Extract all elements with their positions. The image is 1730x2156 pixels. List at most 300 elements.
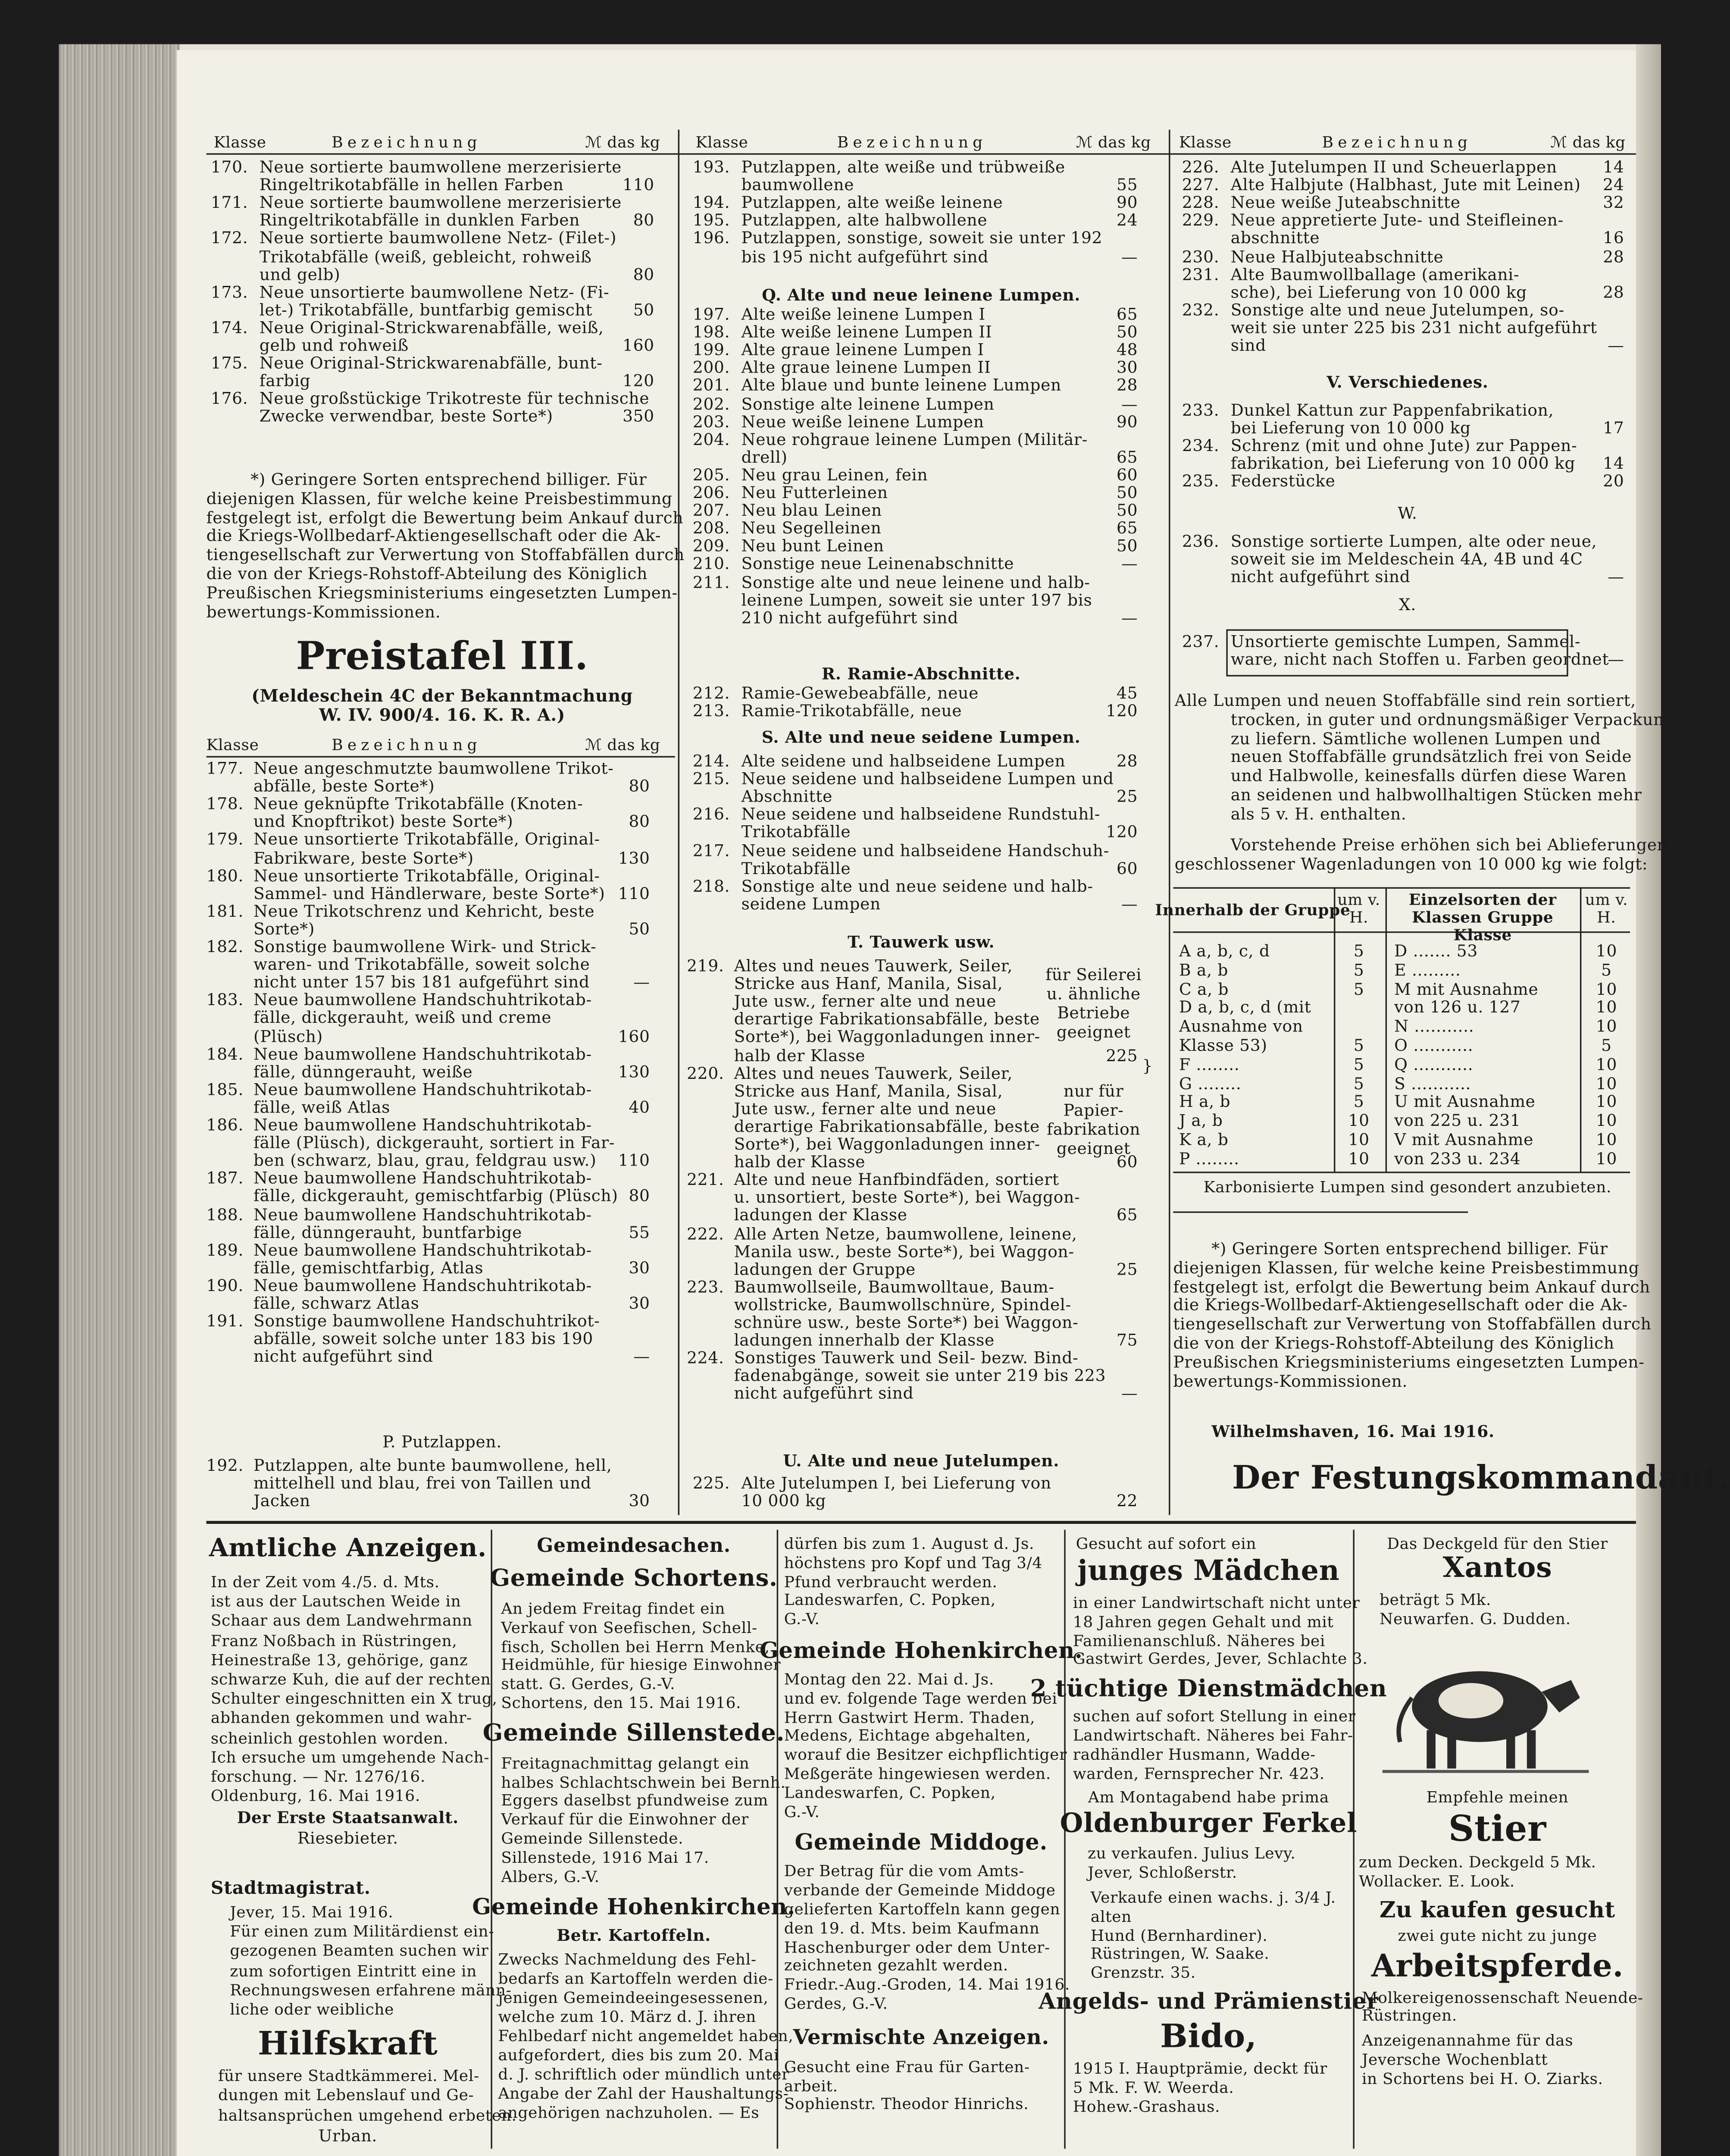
ad-dienstmaedchen-line: radhändler Husmann, Wadde- — [1073, 1746, 1316, 1764]
col2-item-price: 65 — [1117, 448, 1138, 467]
col1-item-description: Fabrikware, beste Sorte*) — [253, 848, 474, 868]
col1-item-number: 170. — [210, 157, 248, 177]
col2-item-price: 25 — [1117, 787, 1138, 807]
col2-item-description: Neue seidene und halbseidene Lumpen und — [741, 769, 1114, 789]
col3-item-number: 230. — [1182, 247, 1220, 266]
col1-item-description: fälle, dünngerauht, buntfarbige — [253, 1222, 522, 1242]
col2-item-number: 205. — [692, 465, 730, 485]
ad-col3top-line: dürfen bis zum 1. August d. Js. — [784, 1536, 1035, 1554]
col3-item-description: bei Lieferung von 10 000 kg — [1230, 418, 1471, 438]
col1-item-description: Neue baumwollene Handschuhtrikotab- — [253, 1240, 592, 1260]
col3-item-number: 232. — [1182, 300, 1220, 320]
col3-para1-line: trocken, in guter und ordnungsmäßiger Verpackung — [1230, 710, 1675, 730]
col1-item-description: Neue sortierte baumwollene merzerisierte — [259, 193, 622, 213]
section-v: V. Verschiedenes. — [1326, 373, 1489, 392]
col1-item-description: Neue Original-Strickwarenabfälle, weiß, — [259, 318, 604, 338]
col2-item-description: Neu blau Leinen — [741, 501, 882, 520]
col2-item-description: Alte Jutelumpen I, bei Lieferung von — [741, 1473, 1051, 1493]
note-220-line: nur für — [1064, 1081, 1124, 1101]
col3-item-number: 228. — [1182, 193, 1220, 213]
col2-header-einheit: ℳ das kg — [1076, 134, 1151, 152]
ad-amtliche-sign: Der Erste Staatsanwalt. — [237, 1808, 459, 1828]
ad-maedchen-line: Familienanschluß. Näheres bei — [1073, 1632, 1326, 1650]
col3-item-description: Sonstige alte und neue Jutelumpen, so- — [1230, 300, 1564, 320]
col2-item-description: fadenabgänge, soweit sie unter 219 bis 223 — [734, 1366, 1106, 1386]
col1-item-description: abfälle, soweit solche unter 183 bis 190 — [253, 1329, 594, 1349]
col2-item-description: bis 195 nicht aufgeführt sind — [741, 247, 989, 266]
col3-item-description: Schrenz (mit und ohne Jute) zur Pappen- — [1230, 436, 1577, 456]
col1-item-description: fälle (Plüsch), dickgerauht, sortiert in Far- — [253, 1133, 615, 1153]
col1-item-number: 174. — [210, 318, 248, 338]
col1-item-price: 50 — [633, 300, 654, 320]
col2-item-price: 225 — [1106, 1045, 1138, 1065]
col1-item-price: 30 — [629, 1294, 650, 1313]
col1-footnote-line: die Kriegs-Wollbedarf-Aktiengesellschaft oder die Ak- — [206, 526, 661, 546]
col1-item-description: Zwecke verwendbar, beste Sorte*) — [259, 407, 553, 427]
ad-schortens-line: Verkauf von Seefischen, Schell- — [501, 1619, 757, 1637]
ad-arbeitspferde-t1: Zu kaufen gesucht — [1380, 1896, 1615, 1923]
col2-item-description: Altes und neues Tauwerk, Seiler, — [734, 1063, 1013, 1083]
col2-item-description: Neue weiße leinene Lumpen — [741, 412, 984, 432]
col2-item-number: 201. — [692, 376, 730, 396]
col3-item-price: — — [1608, 567, 1624, 587]
ad-hohenkirchen2-title: Gemeinde Hohenkirchen. — [759, 1637, 1083, 1664]
table-cell-einzelsorte: E ......... — [1394, 960, 1461, 980]
col2-item-description: u. unsortiert, beste Sorte*), bei Waggon- — [734, 1188, 1080, 1208]
ads-separator-rule — [206, 1521, 1636, 1524]
table-cell-um1: 5 — [1353, 1074, 1364, 1093]
ad-bido-line: 1915 I. Hauptprämie, deckt für — [1073, 2060, 1328, 2078]
col2-item-number: 216. — [692, 805, 730, 824]
ad-xantos-big: Xantos — [1442, 1551, 1552, 1585]
col3-item-number: 227. — [1182, 175, 1220, 195]
col2-item-description: Jute usw., ferner alte und neue — [734, 992, 997, 1012]
col2-item-description: Stricke aus Hanf, Manila, Sisal, — [734, 1081, 1003, 1101]
ad-stier-big: Stier — [1448, 1807, 1547, 1850]
col1-item-description: let-) Trikotabfälle, buntfarbig gemischt — [259, 300, 593, 320]
ad-hund-line: Verkaufe einen wachs. j. 3/4 J. — [1090, 1889, 1336, 1907]
col3-item-description: ware, nicht nach Stoffen u. Farben geordnet — [1230, 650, 1609, 670]
col2-item-description: Sonstige alte und neue leinene und halb- — [741, 572, 1090, 592]
col3-header-bezeichnung: Bezeichnung — [1322, 134, 1472, 152]
col1-header2-klasse: Klasse — [206, 736, 259, 755]
col1-item-description: Neue Original-Strickwarenabfälle, bunt- — [259, 354, 603, 373]
ad-xantos-line: Neuwarfen. G. Dudden. — [1379, 1610, 1571, 1628]
col1-item-description: Neue baumwollene Handschuhtrikotab- — [253, 1044, 592, 1064]
col1-header-klasse: Klasse — [213, 134, 266, 152]
col1-item-number: 178. — [206, 794, 244, 814]
ad-schortens-title: Gemeinde Schortens. — [490, 1564, 778, 1592]
col3-footnote-line: die Kriegs-Wollbedarf-Aktiengesellschaft oder die Ak- — [1173, 1296, 1628, 1316]
col1-item-description: Neue baumwollene Handschuhtrikotab- — [253, 990, 592, 1010]
col3-item-description: Sonstige sortierte Lumpen, alte oder neue, — [1230, 532, 1597, 552]
ad-stadtmagistrat-line: dungen mit Lebenslauf und Ge- — [218, 2087, 474, 2105]
col2-item-description: Stricke aus Hanf, Manila, Sisal, — [734, 974, 1003, 993]
col1-item-number: 181. — [206, 901, 244, 921]
brace-mark-219: } — [1142, 1056, 1153, 1076]
col1-item-description: und gelb) — [259, 264, 341, 284]
table-cell-um2: 10 — [1595, 1130, 1617, 1150]
section-q: Q. Alte und neue leinene Lumpen. — [762, 286, 1081, 305]
col2-item-description: Abschnitte — [741, 787, 833, 807]
col1-item-price: 80 — [629, 1187, 650, 1206]
col1-item-description: Sammel- und Händlerware, beste Sorte*) — [253, 884, 605, 903]
ad-annahme-line: Jeversche Wochenblatt — [1361, 2051, 1548, 2069]
ad-hohenkirchen1-line: Zwecks Nachmeldung des Fehl- — [498, 1952, 757, 1970]
col2-item-description: Ramie-Gewebeabfälle, neue — [741, 683, 979, 703]
table-cell-gruppe: C a, b — [1179, 979, 1229, 999]
ad-amtliche-line: Franz Noßbach in Rüstringen, — [210, 1632, 457, 1650]
ad-ferkel-top: Am Montagabend habe prima — [1088, 1789, 1329, 1808]
table-cell-einzelsorte: Q ........... — [1394, 1055, 1473, 1074]
header-rule — [206, 153, 1636, 154]
col3-item-number: 231. — [1182, 264, 1220, 284]
table-cell-gruppe: Ausnahme von — [1179, 1017, 1303, 1037]
col2-item-description: Alte graue leinene Lumpen II — [741, 358, 991, 378]
table-bottom-rule — [1173, 1172, 1630, 1173]
col2-item-description: Alte seidene und halbseidene Lumpen — [741, 752, 1066, 771]
ad-amtliche-line: In der Zeit vom 4./5. d. Mts. — [210, 1574, 440, 1592]
col2-item-number: 194. — [692, 193, 730, 213]
col2-item-description: Alte weiße leinene Lumpen II — [741, 323, 992, 342]
col2-item-number: 214. — [692, 752, 730, 771]
col1-item-description: Sorte*) — [253, 919, 315, 939]
col3-item-price: 28 — [1603, 247, 1624, 266]
table-cell-um2: 10 — [1595, 941, 1617, 961]
ad-bido-big1: Angelds- und Prämienstier — [1039, 1988, 1379, 2015]
col3-item-description: Alte Halbjute (Halbhast, Jute mit Leinen) — [1230, 175, 1581, 195]
col2-item-description: Sonstige alte leinene Lumpen — [741, 394, 995, 414]
meldeschein-line-1: (Meldeschein 4C der Bekanntmachung — [251, 685, 633, 706]
col1-item-description: farbig — [259, 371, 311, 391]
col2-item-price: 22 — [1117, 1492, 1138, 1511]
col2-item-description: Putzlappen, alte weiße leinene — [741, 193, 1003, 213]
ad-sillenstede-title: Gemeinde Sillenstede. — [482, 1718, 785, 1746]
cow-illustration — [1383, 1639, 1589, 1780]
table-cell-um1: 10 — [1348, 1130, 1370, 1150]
col3-item-description: nicht aufgeführt sind — [1230, 567, 1411, 587]
ad-stier-top: Empfehle meinen — [1426, 1789, 1569, 1807]
ad-vermischte-line: Sophienstr. Theodor Hinrichs. — [784, 2096, 1029, 2114]
col3-item-description: abschnitte — [1230, 229, 1320, 248]
ad-arbeitspferde-line: Rüstringen. — [1361, 2008, 1458, 2026]
col1-item-description: Neue angeschmutzte baumwollene Trikot- — [253, 759, 614, 778]
col1-item-description: (Plüsch) — [253, 1026, 323, 1046]
col1-item-description: waren- und Trikotabfälle, soweit solche — [253, 955, 590, 975]
col1-item-number: 179. — [206, 830, 244, 849]
col1-item-number: 180. — [206, 866, 244, 885]
col2-item-number: 215. — [692, 769, 730, 789]
col3-footnote-line: *) Geringere Sorten entsprechend billiger. Für — [1211, 1239, 1608, 1259]
col3-header-klasse: Klasse — [1179, 134, 1232, 152]
ad-hohenkirchen2-line: und ev. folgende Tage werden bei — [784, 1690, 1057, 1708]
note-219-line: u. ähnliche — [1046, 984, 1141, 1004]
col1-item-description: nicht aufgeführt sind — [253, 1347, 433, 1367]
ad-bido-line: Hohew.-Grashaus. — [1073, 2098, 1220, 2116]
col1-item-number: 185. — [206, 1080, 244, 1099]
col2-item-description: Putzlappen, sonstige, soweit sie unter 192 — [741, 229, 1103, 248]
col2-item-number: 208. — [692, 519, 730, 539]
ad-amtliche-line: schwarze Kuh, die auf der rechten — [210, 1671, 491, 1689]
ad-col3top-line: Pfund verbraucht werden. — [784, 1573, 998, 1591]
col1-header-bezeichnung: Bezeichnung — [332, 134, 482, 152]
col2-item-number: 225. — [692, 1473, 730, 1493]
ad-middoge-line: den 19. d. Mts. beim Kaufmann — [784, 1920, 1040, 1938]
signature-festungskommandant: Der Festungskommandant. — [1232, 1459, 1730, 1498]
col3-item-description: weit sie unter 225 bis 231 nicht aufgeführt — [1230, 318, 1597, 338]
ad-vermischte-line: Gesucht eine Frau für Garten- — [784, 2058, 1030, 2076]
col2-item-description: derartige Fabrikationsabfälle, beste — [734, 1117, 1040, 1136]
ad-hund-line: Hund (Bernhardiner). — [1090, 1927, 1268, 1945]
col3-item-description: sind — [1230, 336, 1267, 355]
ad-amtliche-line: Heinestraße 13, gehörige, ganz — [210, 1651, 468, 1670]
note-219-line: für Seilerei — [1045, 965, 1142, 985]
col3-item-description: Neue Halbjuteabschnitte — [1230, 247, 1444, 266]
table-cell-um2: 10 — [1595, 1074, 1617, 1093]
col2-item-number: 212. — [692, 683, 730, 703]
col1-footnote-line: Preußischen Kriegsministeriums eingesetzten Lumpen- — [206, 583, 678, 603]
col3-item-description: Federstücke — [1230, 472, 1336, 492]
ad-sillenstede-line: Eggers daselbst pfundweise zum — [501, 1792, 769, 1811]
col1-item-description: Sonstige baumwollene Handschuhtrikot- — [253, 1312, 600, 1331]
col1-item-description: fälle, dünngerauht, weiße — [253, 1062, 473, 1081]
col3-footnote-line: diejenigen Klassen, für welche keine Preisbestimmung — [1173, 1258, 1639, 1278]
ad-vermischte-line: arbeit. — [784, 2077, 838, 2095]
col1-item-price: — — [633, 973, 650, 992]
col2-item-price: 65 — [1117, 305, 1138, 324]
ad-middoge-line: verbande der Gemeinde Middoge — [784, 1882, 1056, 1900]
table-cell-um2: 10 — [1595, 1017, 1617, 1037]
ad-hund-line: alten — [1090, 1908, 1132, 1926]
ad-schortens-line: fisch, Schollen bei Herrn Menke, — [501, 1638, 770, 1656]
col3-item-number: 226. — [1182, 157, 1220, 177]
ad-hohenkirchen1-line: Fehlbedarf nicht angemeldet haben, — [498, 2028, 794, 2046]
col2-item-price: — — [1121, 247, 1138, 266]
col1-footnote-line: die von der Kriegs-Rohstoff-Abteilung des Königlich — [206, 564, 648, 584]
table-cell-gruppe: H a, b — [1179, 1092, 1231, 1112]
table-cell-um2: 10 — [1595, 1055, 1617, 1074]
col2-item-description: Alte blaue und bunte leinene Lumpen — [741, 376, 1062, 396]
ad-annahme-line: Anzeigenannahme für das — [1361, 2032, 1574, 2050]
col2-item-price: 50 — [1117, 501, 1138, 520]
ad-hohenkirchen2-line: G.-V. — [784, 1803, 820, 1821]
col2-item-description: nicht aufgeführt sind — [734, 1384, 914, 1404]
section-x: X. — [1398, 595, 1417, 615]
col1-item-price: 80 — [633, 211, 654, 231]
col2-item-number: 217. — [692, 840, 730, 860]
dateline: Wilhelmshaven, 16. Mai 1916. — [1211, 1422, 1495, 1442]
table-cell-einzelsorte: von 126 u. 127 — [1394, 998, 1521, 1018]
col2-item-number: 206. — [692, 483, 730, 503]
section-s: S. Alte und neue seidene Lumpen. — [761, 728, 1081, 747]
col2-item-description: Alte weiße leinene Lumpen I — [741, 305, 985, 324]
table-cell-gruppe: D a, b, c, d (mit — [1179, 998, 1311, 1018]
col1-footnote-line: tiengesellschaft zur Verwertung von Stoffabfällen durch — [206, 545, 685, 565]
col1-item-description: Jacken — [253, 1492, 310, 1511]
col1-item-description: fälle, schwarz Atlas — [253, 1294, 419, 1313]
ad-hohenkirchen2-line: Herrn Gastwirt Herm. Thaden, — [784, 1709, 1035, 1727]
col2-item-description: Neu bunt Leinen — [741, 537, 884, 556]
ad-middoge-line: Friedr.-Aug.-Groden, 14. Mai 1916. — [784, 1976, 1070, 1994]
col1-header2-rule — [206, 756, 675, 757]
table-cell-um1: 5 — [1353, 1036, 1364, 1056]
col2-item-description: Alte graue leinene Lumpen I — [741, 341, 985, 360]
col1-header2-einheit: ℳ das kg — [585, 736, 660, 755]
table-col-rule-1 — [1334, 887, 1335, 1172]
col2-item-price: 50 — [1117, 323, 1138, 342]
table-cell-einzelsorte: von 225 u. 231 — [1394, 1111, 1521, 1131]
col2-item-price: 24 — [1117, 211, 1138, 231]
col3-item-price: 32 — [1603, 193, 1624, 213]
col2-item-price: 120 — [1106, 823, 1138, 842]
col2-item-price: 45 — [1117, 683, 1138, 703]
table-cell-gruppe: Klasse 53) — [1179, 1036, 1267, 1056]
col1-item-price: 30 — [629, 1258, 650, 1278]
col1-item-description: Ringeltrikotabfälle in dunklen Farben — [259, 211, 580, 231]
ad-amtliche-title: Amtliche Anzeigen. — [209, 1534, 487, 1564]
col2-item-description: ladungen der Gruppe — [734, 1260, 916, 1279]
col2-item-price: 28 — [1117, 752, 1138, 771]
col1-item-price: 55 — [629, 1222, 650, 1242]
col2-item-number: 218. — [692, 876, 730, 896]
col1-item-price: 50 — [629, 919, 650, 939]
col2-item-price: — — [1121, 1384, 1138, 1404]
col2-item-description: Neu Segelleinen — [741, 519, 882, 539]
ad-hohenkirchen1-sub: Betr. Kartoffeln. — [557, 1927, 711, 1946]
ad-stadtmagistrat-line: für unsere Stadtkämmerei. Mel- — [218, 2068, 479, 2086]
ad-stadtmagistrat-title: Stadtmagistrat. — [210, 1877, 371, 1899]
col2-item-number: 209. — [692, 537, 730, 556]
table-col-rule-3 — [1580, 887, 1581, 1172]
ad-hund-line: Grenzstr. 35. — [1090, 1965, 1196, 1983]
col1-item-description: Neue baumwollene Handschuhtrikotab- — [253, 1169, 592, 1188]
col2-item-description: ladungen innerhalb der Klasse — [734, 1331, 995, 1351]
col2-item-description: derartige Fabrikationsabfälle, beste — [734, 1010, 1040, 1029]
col1-item-description: gelb und rohweiß — [259, 336, 409, 355]
col1-item-price: 80 — [629, 777, 650, 796]
ad-hohenkirchen1-line: d. J. schriftlich oder mündlich unter — [498, 2067, 790, 2085]
preistafel-title: Preistafel III. — [296, 635, 588, 680]
col3-item-number: 233. — [1182, 401, 1220, 420]
col1-item-description: fälle, gemischtfarbig, Atlas — [253, 1258, 484, 1278]
col1-item-price: 160 — [623, 336, 654, 355]
col3-header-einheit: ℳ das kg — [1550, 134, 1626, 152]
col1-item-description: Neue baumwollene Handschuhtrikotab- — [253, 1276, 592, 1295]
ad-col3top-line: Landeswarfen, C. Popken, — [784, 1592, 996, 1610]
note-220-line: geeignet — [1056, 1139, 1131, 1159]
col1-item-description: Neue geknüpfte Trikotabfälle (Knoten- — [253, 794, 583, 814]
ad-ferkel-line: Jever, Schloßerstr. — [1088, 1865, 1238, 1883]
col2-item-price: 48 — [1117, 341, 1138, 360]
note-220-line: fabrikation — [1047, 1120, 1141, 1139]
ad-sillenstede-line: Sillenstede, 1916 Mai 17. — [501, 1849, 709, 1867]
page-right-edge — [1636, 44, 1661, 2156]
ad-gemeindesachen-title: Gemeindesachen. — [537, 1536, 731, 1558]
col2-item-price: 50 — [1117, 483, 1138, 503]
col1-item-description: Sonstige baumwollene Wirk- und Strick- — [253, 937, 597, 957]
col2-item-price: — — [1121, 894, 1138, 914]
ad-hohenkirchen2-line: Montag den 22. Mai d. Js. — [784, 1671, 994, 1689]
col2-item-price: 28 — [1117, 376, 1138, 396]
col1-item-number: 171. — [210, 193, 248, 213]
ad-arbeitspferde-line: Molkereigenossenschaft Neuende- — [1361, 1989, 1643, 2007]
table-cell-um1: 5 — [1353, 1055, 1364, 1074]
ad-stadtmagistrat-sign: Urban. — [318, 2126, 378, 2146]
col1-header2-bezeichnung: Bezeichnung — [332, 736, 482, 755]
note-219-line: Betriebe — [1057, 1003, 1130, 1023]
col2-item-number: 207. — [692, 501, 730, 520]
ad-hund-line: Rüstringen, W. Saake. — [1090, 1946, 1270, 1964]
ad-hohenkirchen2-line: Medens, Eichtage abgehalten, — [784, 1727, 1031, 1746]
col1-item-description: Neue sortierte baumwollene merzerisierte — [259, 157, 622, 177]
ad-stadtmagistrat-line: haltsansprüchen umgehend erbeten. — [218, 2107, 517, 2125]
col3-item-price: 28 — [1603, 282, 1624, 302]
ad-arbeitspferde-t2: zwei gute nicht zu junge — [1398, 1927, 1597, 1945]
table-cell-einzelsorte: N ........... — [1394, 1017, 1474, 1037]
ad-middoge-line: Gerdes, G.-V. — [784, 1995, 888, 2013]
col1-item-number: 173. — [210, 282, 248, 302]
col1-footnote-line: festgelegt ist, erfolgt die Bewertung beim Ankauf durch — [206, 508, 684, 527]
ad-maedchen-big: junges Mädchen — [1077, 1554, 1340, 1587]
ad-hohenkirchen1-line: welche zum 10. März d. J. ihren — [498, 2009, 757, 2027]
col2-item-price: — — [1121, 608, 1138, 627]
col3-item-price: 24 — [1603, 175, 1624, 195]
col3-para1-line: neuen Stoffabfälle grundsätzlich frei von Seide — [1230, 748, 1632, 767]
col3-item-number: 237. — [1182, 632, 1220, 652]
col3-item-price: 20 — [1603, 472, 1624, 492]
ad-stier-line: zum Decken. Deckgeld 5 Mk. — [1359, 1854, 1596, 1872]
section-w: W. — [1398, 504, 1417, 523]
col1-item-number: 175. — [210, 354, 248, 373]
col1-item-price: 160 — [618, 1026, 650, 1046]
col1-item-price: 40 — [629, 1097, 650, 1117]
col2-item-number: 219. — [687, 956, 724, 976]
ad-dienstmaedchen-line: suchen auf sofort Stellung in einer — [1073, 1708, 1356, 1726]
table-cell-gruppe: F ........ — [1179, 1055, 1240, 1074]
col1-item-description: nicht unter 157 bis 181 aufgeführt sind — [253, 973, 590, 992]
col2-item-price: 65 — [1117, 1206, 1138, 1225]
page-stack-edge — [59, 44, 180, 2156]
col2-item-description: drell) — [741, 448, 788, 467]
col2-item-price: 90 — [1117, 412, 1138, 432]
col1-item-description: Trikotabfälle (weiß, gebleicht, rohweiß — [259, 247, 592, 266]
ad-maedchen-line: 18 Jahren gegen Gehalt und mit — [1073, 1613, 1334, 1631]
col2-item-description: Sonstiges Tauwerk und Seil- bezw. Bind- — [734, 1348, 1079, 1368]
ad-col3top-line: G.-V. — [784, 1611, 820, 1629]
col3-item-description: Alte Baumwollballage (amerikani- — [1230, 264, 1520, 284]
table-cell-gruppe: A a, b, c, d — [1179, 941, 1270, 961]
col2-item-description: Neue seidene und halbseidene Rundstuhl- — [741, 805, 1101, 824]
col3-para1-line: und Halbwolle, keinesfalls dürfen diese Waren — [1230, 766, 1627, 786]
table-cell-um2: 10 — [1595, 1149, 1617, 1169]
col2-item-description: schnüre usw., beste Sorte*) bei Waggon- — [734, 1313, 1079, 1332]
ad-hohenkirchen1-line: angehörigen nachzuholen. — Es — [498, 2105, 760, 2123]
table-cell-um2: 10 — [1595, 979, 1617, 999]
note-220-line: Papier- — [1063, 1101, 1124, 1120]
ad-middoge-line: gelieferten Kartoffeln kann gegen — [784, 1901, 1061, 1919]
table-cell-um1: 5 — [1353, 1092, 1364, 1112]
col2-item-description: 210 nicht aufgeführt sind — [741, 608, 959, 627]
ad-maedchen-top: Gesucht auf sofort ein — [1076, 1536, 1257, 1554]
ad-dienstmaedchen-line: warden, Fernsprecher Nr. 423. — [1073, 1765, 1325, 1783]
col1-item-price: 30 — [629, 1492, 650, 1511]
table-cell-um2: 10 — [1595, 998, 1617, 1018]
ad-hohenkirchen1-line: bedarfs an Kartoffeln werden die- — [498, 1971, 773, 1989]
col3-para1-line: Alle Lumpen und neuen Stoffabfälle sind rein sortiert, — [1174, 691, 1636, 711]
col3-item-number: 235. — [1182, 472, 1220, 492]
ad-stadtmagistrat-line: Jever, 15. Mai 1916. — [230, 1904, 394, 1922]
col1-item-description: und Knopftrikot) beste Sorte*) — [253, 812, 513, 832]
